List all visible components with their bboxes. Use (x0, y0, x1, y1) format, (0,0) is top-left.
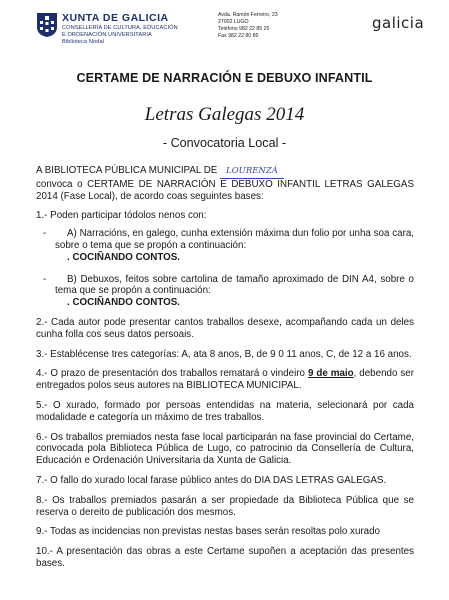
intro-paragraph: A BIBLIOTECA PÚBLICA MUNICIPAL DE LOURENZÁ convoca o CERTAME DE NARRACIÓN E DEBUXO INFANTIL LETRAS GALEGAS 2014 (Fase Local), de acordo coas seguintes bases: (36, 165, 414, 202)
base-10: 10.- A presentación das obras a este Certame supoñen a aceptación das presentes bases. (36, 546, 414, 569)
xunta-shield-icon (36, 12, 58, 38)
base-8: 8.- Os traballos premiados pasarán a ser propiedade da Biblioteca Pública que se reserva o dereito de publicación dos mesmos. (36, 494, 414, 518)
main-title: CERTAME DE NARRACIÓN E DEBUXO INFANTIL (76, 71, 373, 85)
base-5: 5.- O xurado, formado por persoas entendidas na materia, selecionará por cada modalidade e categoría un máximo de tres traballos. (36, 399, 414, 423)
base-6: 6.- Os traballos premiados nesta fase local participarán na fase provincial do Certame, convocada pola Biblioteca Pública de Lugo, co patrocinio da Consellería de Cultura, Educación e Ordenación Universitaria da Xunta de Galicia. (36, 431, 414, 467)
galicia-logo: galicia (372, 14, 425, 32)
base-2: 2.- Cada autor pode presentar cantos traballos desexe, acompañando cada un deles cunha folla cos seus datos persoais. (36, 316, 414, 340)
base-3: 3.- Establécense tres categorías: A, ata 8 anos, B, de 9 0 11 anos, C, de 12 a 16 anos. (36, 348, 412, 360)
xunta-header (36, 12, 211, 54)
department: CONSELLERÍA DE CULTURA, EDUCACIÓN E ORDENACIÓN UNIVERSITARIA Biblioteca Nodal (62, 25, 178, 45)
convocatoria-heading: - Convocatoria Local - (162, 136, 287, 150)
address-block: Avda. Ramón Ferreiro, 23 27002 LUGO Teléfono 982 22 85 25 Fax 982 22 80 85 (218, 12, 278, 39)
base-9: 9.- Todas as incidencias non previstas nestas bases serán resoltas polo xurado (36, 526, 380, 538)
org-name: XUNTA DE GALICIA (62, 12, 169, 24)
handwritten-municipality: LOURENZÁ (220, 166, 284, 179)
base-1b: - B) Debuxos, feitos sobre cartolina de tamaño aproximado de DIN A4, sobre o tema que se propón a continuación: . COCIÑANDO CONTOS. (43, 273, 414, 309)
base-7: 7.- O fallo do xurado local farase público antes do DIA DAS LETRAS GALEGAS. (36, 474, 387, 486)
subtitle: Letras Galegas 2014 (144, 104, 305, 125)
base-1: 1.- Poden participar tódolos nenos con: (36, 210, 207, 222)
base-1a: - A) Narracións, en galego, cunha extensión máxima dun folio por unha soa cara, sobre o tema que se propón a continuación: . COCIÑANDO CONTOS. (43, 228, 414, 263)
base-4: 4.- O prazo de presentación dos traballos rematará o vindeiro 9 de maio, debendo ser entregados polos seus autores na BIBLIOTECA MUNICIPAL. (36, 368, 414, 392)
deadline-date: 9 de maio (307, 368, 354, 380)
document-body (36, 165, 414, 570)
